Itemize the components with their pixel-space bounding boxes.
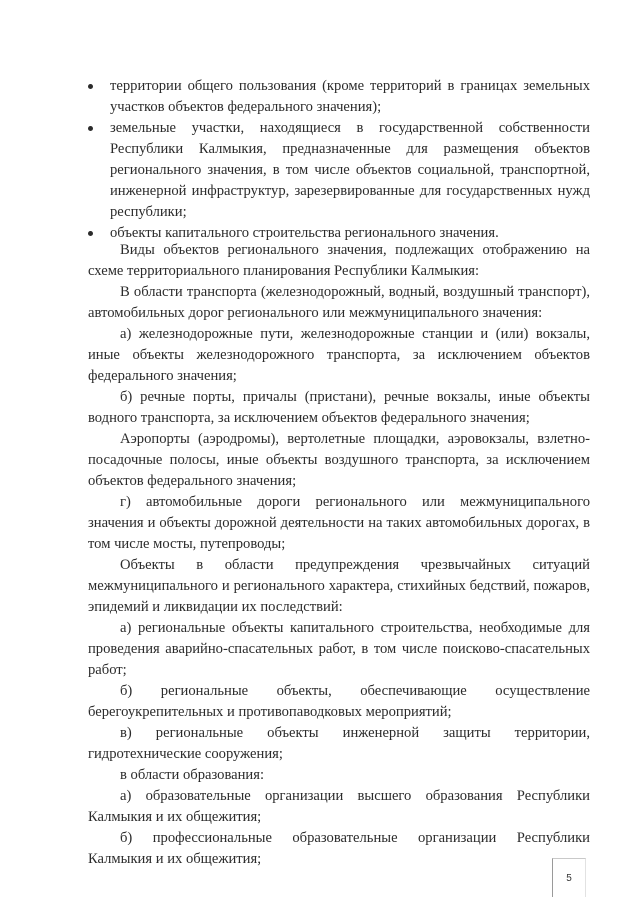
paragraph: а) образовательные организации высшего образования Республики Калмыкия и их общежития;: [88, 788, 590, 825]
paragraph: б) речные порты, причалы (пристани), речные вокзалы, иные объекты водного транспорта, за исключением объектов федерального значения;: [88, 389, 590, 426]
bullet-icon: [88, 84, 93, 89]
bullet-list: [88, 76, 590, 244]
paragraph: а) региональные объекты капитального строительства, необходимые для проведения аварийно-спасательных работ, в том числе поисково-спасательных работ;: [88, 620, 590, 678]
list-item-text: земельные участки, находящиеся в государственной собственности Республики Калмыкия, предназначенные для размещения объектов регионального значения, в том числе объектов социальной, транспортной, инженерной инфраструктур, зарезервированные для государственных нужд республики;: [110, 120, 590, 220]
list-item: [88, 118, 590, 223]
body-text: [88, 240, 590, 870]
paragraph: В области транспорта (железнодорожный, водный, воздушный транспорт), автомобильных дорог регионального или межмуниципального значения:: [88, 284, 590, 321]
paragraph: а) железнодорожные пути, железнодорожные станции и (или) вокзалы, иные объекты железнодорожного транспорта, за исключением объектов федерального значения;: [88, 326, 590, 384]
bullet-icon: [88, 231, 93, 236]
paragraph: Объекты в области предупреждения чрезвычайных ситуаций межмуниципального и регионального характера, стихийных бедствий, пожаров, эпидемий и ликвидации их последствий:: [88, 557, 590, 615]
paragraph: б) региональные объекты, обеспечивающие осуществление берегоукрепительных и противопаводковых мероприятий;: [88, 683, 590, 720]
list-item-text: объекты капитального строительства регионального значения.: [110, 225, 499, 241]
page-number: 5: [552, 858, 586, 897]
list-item: [88, 76, 590, 118]
bullet-icon: [88, 126, 93, 131]
paragraph: Аэропорты (аэродромы), вертолетные площадки, аэровокзалы, взлетно-посадочные полосы, иные объекты воздушного транспорта, за исключением объектов федерального значения;: [88, 431, 590, 489]
paragraph: Виды объектов регионального значения, подлежащих отображению на схеме территориального планирования Республики Калмыкия:: [88, 242, 590, 279]
paragraph: б) профессиональные образовательные организации Республики Калмыкия и их общежития;: [88, 830, 590, 867]
paragraph: в) региональные объекты инженерной защиты территории, гидротехнические сооружения;: [88, 725, 590, 762]
paragraph: г) автомобильные дороги регионального или межмуниципального значения и объекты дорожной деятельности на таких автомобильных дорогах, в том числе мосты, путепроводы;: [88, 494, 590, 552]
list-item-text: территории общего пользования (кроме территорий в границах земельных участков объектов федерального значения);: [110, 78, 590, 115]
paragraph: в области образования:: [120, 767, 265, 783]
